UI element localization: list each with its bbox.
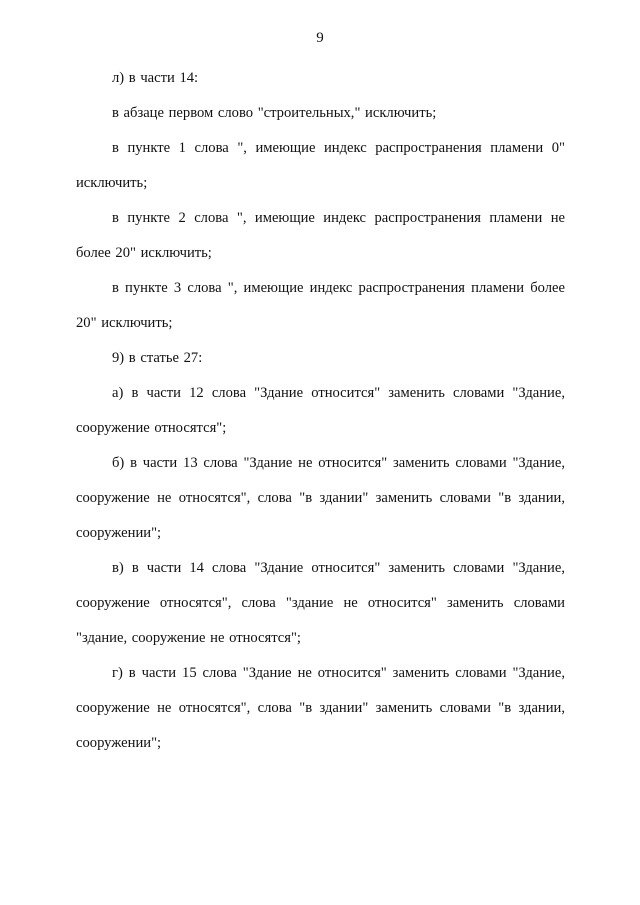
- paragraph-g: г) в части 15 слова "Здание не относится" заменить словами "Здание, сооружение не относятся", слова "в здании" заменить словами "в здании, сооружении";: [76, 665, 565, 751]
- paragraph-v: в) в части 14 слова "Здание относится" заменить словами "Здание, сооружение относятся", слова "здание не относится" заменить словами "здание, сооружение не относятся";: [76, 560, 565, 646]
- page-number: 9: [316, 30, 324, 46]
- paragraph-a: а) в части 12 слова "Здание относится" заменить словами "Здание, сооружение относятся";: [76, 385, 565, 436]
- paragraph-first-abzats: в абзаце первом слово "строительных," исключить;: [112, 105, 437, 121]
- paragraph-punkt-1: в пункте 1 слова ", имеющие индекс распространения пламени 0" исключить;: [76, 140, 565, 191]
- paragraph-b: б) в части 13 слова "Здание не относится" заменить словами "Здание, сооружение не относятся", слова "в здании" заменить словами "в здании, сооружении";: [76, 455, 565, 541]
- paragraph-punkt-2: в пункте 2 слова ", имеющие индекс распространения пламени не более 20" исключить;: [76, 210, 565, 261]
- paragraph-l: л) в части 14:: [112, 70, 199, 86]
- document-body: [76, 61, 565, 761]
- paragraph-punkt-3: в пункте 3 слова ", имеющие индекс распространения пламени более 20" исключить;: [76, 280, 565, 331]
- paragraph-article-27: 9) в статье 27:: [112, 350, 203, 366]
